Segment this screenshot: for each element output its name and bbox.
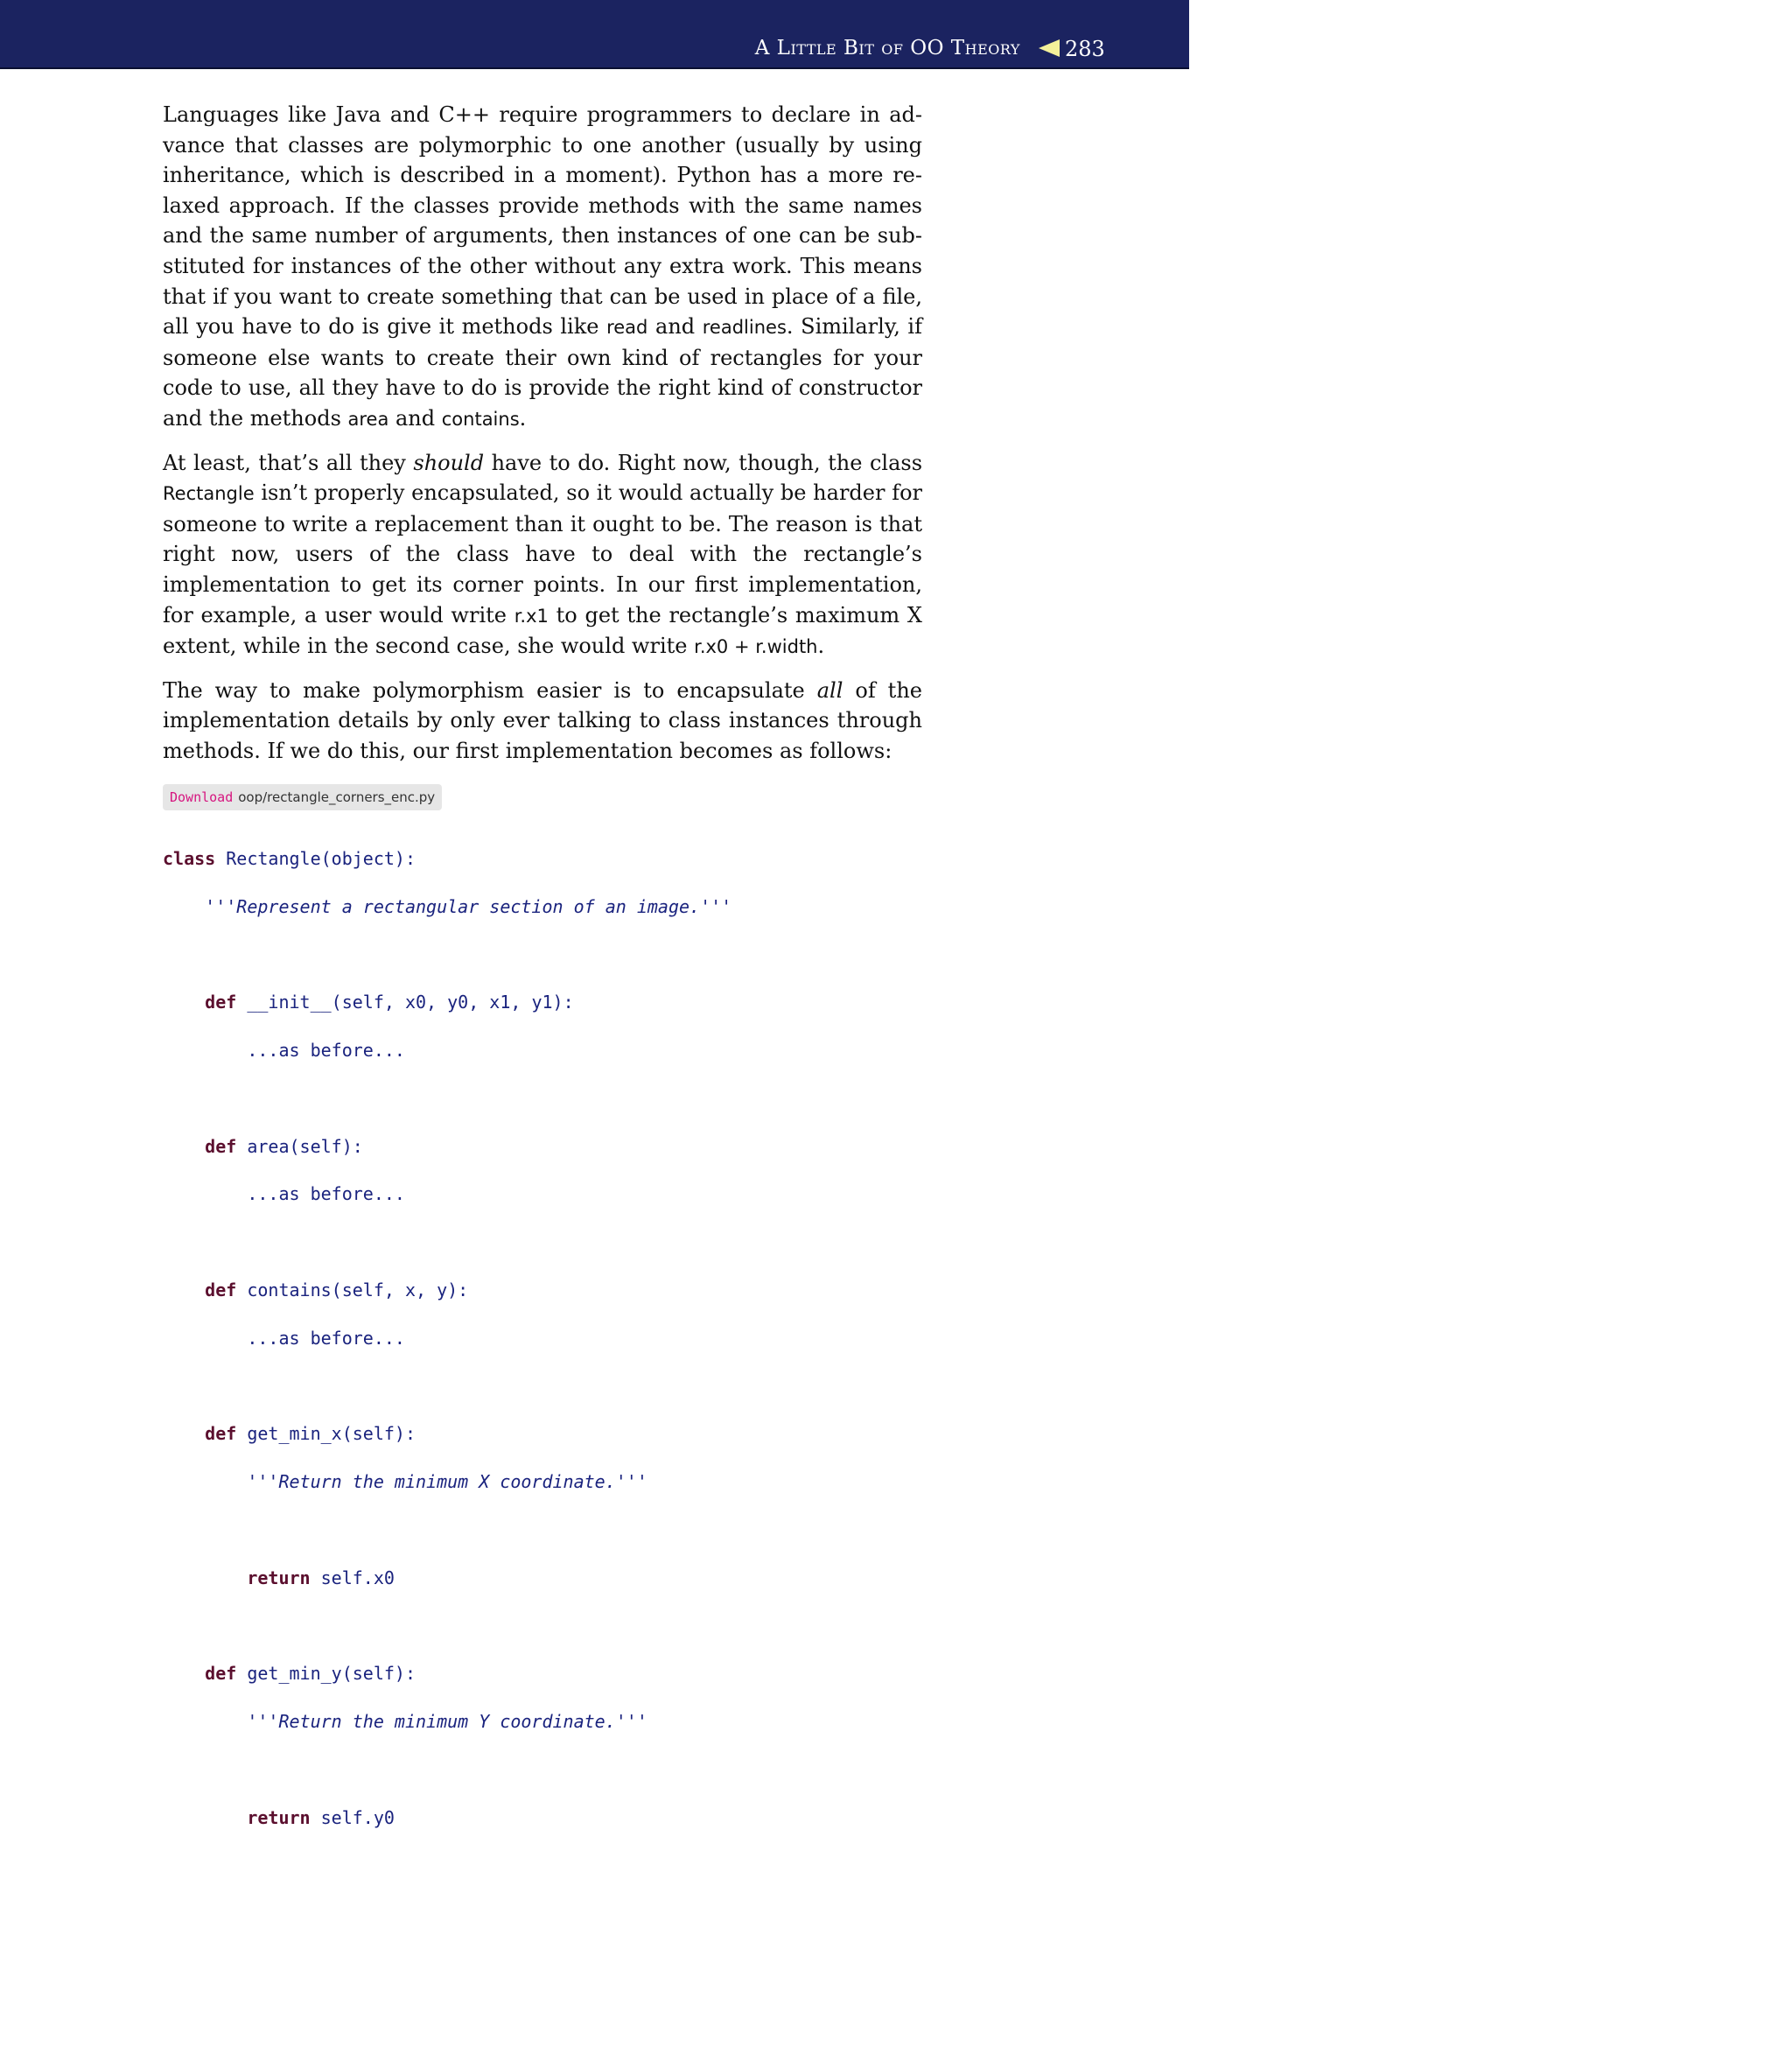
inline-code-rectangle: Rectangle <box>163 483 255 505</box>
page-header <box>0 0 1189 69</box>
text-run: and <box>388 405 442 431</box>
paragraph-3 <box>163 676 922 767</box>
inline-code-read: read <box>606 317 648 339</box>
code-keyword: class <box>163 847 216 869</box>
text-run: have to do. Right now, though, the class <box>484 450 923 475</box>
code-keyword: def <box>205 1663 237 1685</box>
text-run: and <box>648 314 703 340</box>
text-run: . <box>519 405 527 431</box>
code-text: get_min_y(self): <box>236 1663 416 1685</box>
inline-code-contains: contains <box>441 408 520 430</box>
code-text: Rectangle(object): <box>215 847 416 869</box>
text-run: The way to make polymorphism easier is to encapsulate <box>163 677 817 703</box>
inline-code-readlines: readlines <box>702 317 787 339</box>
code-line: ...as before... <box>163 1040 405 1062</box>
download-link[interactable] <box>163 784 442 810</box>
download-label[interactable]: Download <box>170 789 234 806</box>
code-line-blank <box>163 1087 922 1111</box>
code-line: '''Represent a rectangular section of an image.''' <box>163 895 732 917</box>
code-line-blank <box>163 943 922 966</box>
code-line-blank <box>163 1758 922 1782</box>
code-line: '''Return the minimum Y coordinate.''' <box>163 1711 648 1733</box>
code-line-blank <box>163 1615 922 1638</box>
code-text: area(self): <box>236 1135 363 1157</box>
code-line <box>163 1422 922 1446</box>
paragraph-2 <box>163 448 922 662</box>
code-keyword: def <box>205 1135 237 1157</box>
code-keyword: def <box>205 1279 237 1301</box>
inline-code-r-x0-width: r.x0 + r.width <box>694 636 818 658</box>
download-path[interactable]: oop/rectangle_corners_enc.py <box>238 789 436 806</box>
code-line <box>163 847 922 871</box>
code-line-blank <box>163 1230 922 1254</box>
code-keyword: return <box>247 1567 311 1588</box>
text-run: of the implementation details by only ever talking to class instances through methods. If we do this, our first implementation becomes as follows: <box>163 677 922 763</box>
emphasis-should: should <box>413 450 485 475</box>
code-line-blank <box>163 1518 922 1542</box>
text-run: isn’t properly encapsulated, so it would actually be harder for someone to write a replacement than it ought to be. The reason is that right now, users of the class have to deal with the rectangle’s implementation to get its corner points. In our first implementation, for example, a user would write <box>163 480 922 627</box>
code-line: '''Return the minimum X coordinate.''' <box>163 1471 648 1493</box>
code-keyword: return <box>247 1806 311 1828</box>
text-run: to get the rectangle’s maximum X extent, while in the second case, she would write <box>163 602 922 659</box>
code-text: get_min_x(self): <box>236 1423 416 1445</box>
code-line <box>163 1806 922 1830</box>
code-keyword: def <box>205 992 237 1013</box>
code-text: self.y0 <box>310 1806 395 1828</box>
prev-page-arrow-icon[interactable] <box>1039 39 1060 57</box>
code-line <box>163 1567 922 1590</box>
code-text: self.x0 <box>310 1567 395 1588</box>
page-number: 283 <box>1065 37 1105 61</box>
inline-code-r-x1: r.x1 <box>514 605 549 627</box>
text-run: . <box>817 634 825 659</box>
paragraph-1 <box>163 100 922 435</box>
inline-code-area: area <box>347 408 389 430</box>
code-line-blank <box>163 1375 922 1399</box>
code-keyword: def <box>205 1423 237 1445</box>
code-line <box>163 1662 922 1686</box>
code-listing <box>163 823 922 1878</box>
code-line <box>163 1279 922 1302</box>
text-run: . Similarly, if someone else wants to create their own kind of rectangles for your code to use, all they have to do is provide the right kind of constructor and the methods <box>163 314 922 431</box>
running-title: A Little Bit of OO Theory <box>754 37 1020 60</box>
text-run: Languages like Java and C++ require programmers to declare in advance that classes are polymorphic to one another (usually by using inheritance, which is described in a moment). Python has a more relaxed approach. If the classes provide methods with the same names and the same number of arguments, then instances of one can be substituted for instances of the other without any extra work. This means that if you want to create something that can be used in place of a file, all you have to do is give it methods like <box>163 102 922 340</box>
code-line <box>163 991 922 1014</box>
code-line: ...as before... <box>163 1327 405 1349</box>
code-text: contains(self, x, y): <box>236 1279 469 1301</box>
code-line <box>163 1135 922 1159</box>
code-line: ...as before... <box>163 1183 405 1205</box>
emphasis-all: all <box>816 677 844 703</box>
page-body <box>163 100 922 1878</box>
code-text: __init__(self, x0, y0, x1, y1): <box>236 992 574 1013</box>
text-run: At least, that’s all they <box>163 450 414 475</box>
